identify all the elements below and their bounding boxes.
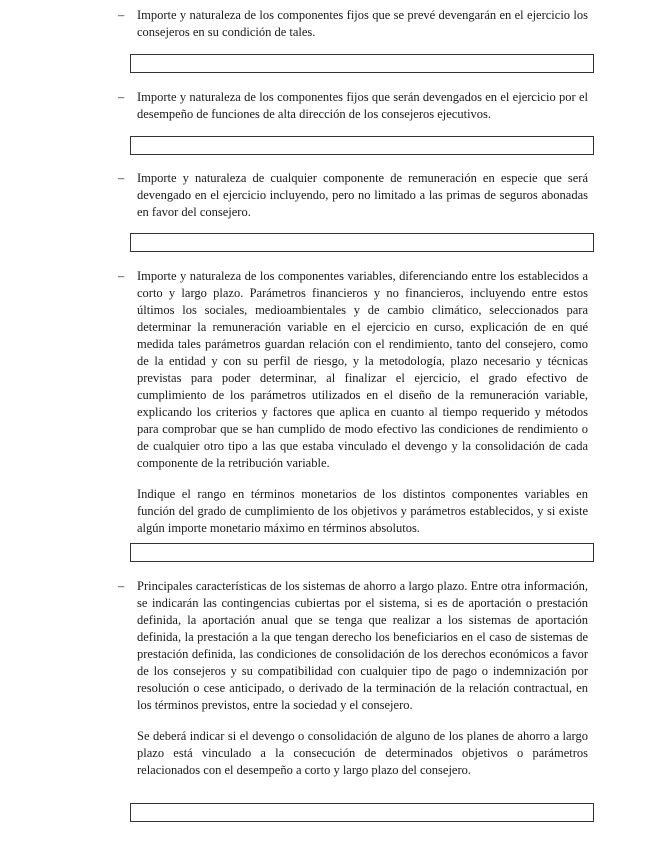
item-text xyxy=(137,89,588,123)
item-text xyxy=(137,170,588,221)
paragraph: Se deberá indicar si el devengo o consolidación de alguno de los planes de ahorro a largo plazo está vinculado a la consecución de determinados objetivos o parámetros relacionados con el desempeño a corto y largo plazo del consejero. xyxy=(137,729,588,777)
list-item xyxy=(118,578,588,779)
paragraph: Importe y naturaleza de los componentes fijos que se prevé devengarán en el ejercicio los consejeros en su condición de tales. xyxy=(137,8,588,39)
answer-box[interactable] xyxy=(130,803,594,822)
paragraph: Importe y naturaleza de cualquier componente de remuneración en especie que será devengado en el ejercicio incluyendo, pero no limitado a las primas de seguros abonadas en favor del consejero. xyxy=(137,171,588,219)
list-marker: – xyxy=(118,579,125,593)
paragraph: Importe y naturaleza de los componentes variables, diferenciando entre los establecidos a corto y largo plazo. Parámetros financieros y no financieros, incluyendo entre estos últimos los sociales, medioambientales y de cambio climático, seleccionados para determinar la remuneración variable en el ejercicio en curso, explicación de en qué medida tales parámetros guardan relación con el rendimiento, tanto del consejero, como de la entidad y con su perfil de riesgo, y la metodología, plazo necesario y técnicas previstas para poder determinar, al finalizar el ejercicio, el grado efectivo de cumplimiento de los parámetros utilizados en el diseño de la remuneración variable, explicando los criterios y factores que aplica en cuanto al tiempo requerido y métodos para comprobar que se han cumplido de modo efectivo las condiciones de rendimiento o de cualquier otro tipo a las que estaba vinculado el devengo y la consolidación de cada componente de la retribución variable. xyxy=(137,269,588,470)
list-marker: – xyxy=(118,8,125,22)
item-text xyxy=(137,7,588,41)
paragraph: Indique el rango en términos monetarios de los distintos componentes variables en función del grado de cumplimiento de los objetivos y parámetros establecidos, y si existe algún importe monetario máximo en términos absolutos. xyxy=(137,487,588,535)
list-marker: – xyxy=(118,171,125,185)
answer-box[interactable] xyxy=(130,54,594,73)
list-item xyxy=(118,268,588,537)
answer-box[interactable] xyxy=(130,233,594,252)
paragraph: Importe y naturaleza de los componentes fijos que serán devengados en el ejercicio por el desempeño de funciones de alta dirección de los consejeros ejecutivos. xyxy=(137,90,588,121)
item-text xyxy=(137,268,588,537)
paragraph: Principales características de los sistemas de ahorro a largo plazo. Entre otra información, se indicarán las contingencias cubiertas por el sistema, si es de aportación o prestación definida, la aportación anual que se tenga que realizar a los sistemas de aportación definida, la prestación a la que tengan derecho los beneficiarios en el caso de sistemas de prestación definida, las condiciones de consolidación de los derechos económicos a favor de los consejeros y su compatibilidad con cualquier tipo de pago o indemnización por resolución o cese anticipado, o derivado de la terminación de la relación contractual, en los términos previstos, entre la sociedad y el consejero. xyxy=(137,579,588,712)
list-marker: – xyxy=(118,269,125,283)
list-item xyxy=(118,170,588,221)
list-marker: – xyxy=(118,90,125,104)
answer-box[interactable] xyxy=(130,136,594,155)
item-text xyxy=(137,578,588,779)
list-item xyxy=(118,7,588,41)
answer-box[interactable] xyxy=(130,543,594,562)
list-item xyxy=(118,89,588,123)
